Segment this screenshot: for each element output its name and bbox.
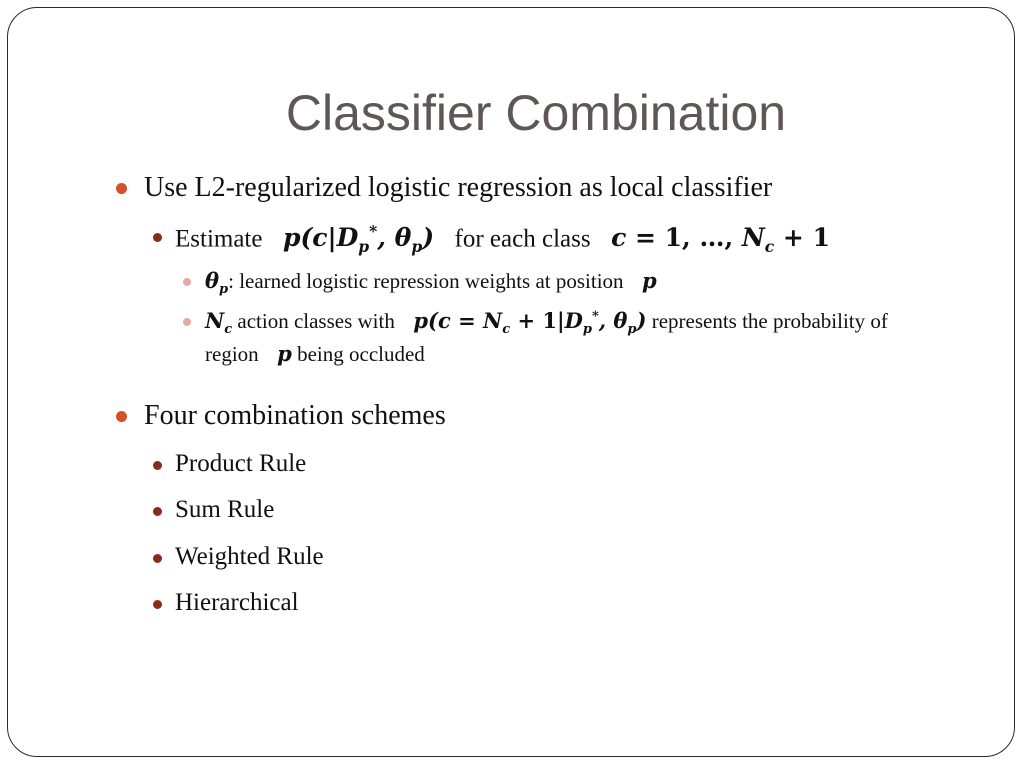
bullet-text: for each class (454, 225, 591, 253)
bullet-nc-definition-continued (205, 341, 425, 367)
math-symbol-p: p (642, 268, 657, 293)
bullet-text: represents the probability of (651, 309, 888, 333)
math-formula-p-c-given-d: $p(c|D_p^*$, $\theta_p$) (282, 222, 435, 257)
bullet-dot (116, 411, 127, 422)
bullet-text: Product Rule (175, 450, 307, 477)
bullet-dot (153, 600, 162, 609)
bullet-dot (153, 554, 162, 563)
slide-title: Classifier Combination (285, 85, 787, 141)
bullet-local-classifier (144, 172, 772, 204)
bullet-dot (116, 183, 127, 194)
list-item-sum-rule (175, 496, 274, 524)
bullet-text: Weighted Rule (175, 543, 324, 570)
list-item-weighted-rule (175, 543, 324, 571)
list-item-product-rule (175, 450, 306, 478)
bullet-text: Sum Rule (175, 496, 275, 523)
bullet-dot (183, 278, 191, 286)
list-item-hierarchical (175, 589, 299, 617)
math-formula-occlusion-prob: $p(c = N_c + 1|D_p^*$, $\theta_p$) (413, 308, 647, 338)
bullet-nc-definition (205, 308, 888, 337)
bullet-text: Estimate (175, 225, 263, 253)
bullet-text: Use L2-regularized logistic regression as local classifier (144, 172, 773, 203)
math-symbol-p: p (277, 341, 292, 366)
math-formula-class-range: c = 1, …, $N_c + 1$ (611, 223, 830, 257)
bullet-combination-schemes (144, 400, 446, 432)
math-symbol-theta-p: $\theta_p$ (205, 268, 229, 298)
bullet-text: action classes with (237, 309, 395, 333)
bullet-text: region (205, 342, 259, 366)
bullet-dot (153, 507, 162, 516)
math-symbol-nc: $N_c$ (205, 308, 233, 338)
bullet-text: : learned logistic repression weights at position (228, 269, 624, 293)
bullet-dot (183, 318, 191, 326)
bullet-text: being occluded (297, 342, 425, 366)
bullet-theta-definition (205, 268, 657, 297)
bullet-text: Four combination schemes (144, 400, 446, 431)
bullet-dot (153, 461, 162, 470)
bullet-text: Hierarchical (175, 589, 299, 616)
bullet-dot (153, 233, 162, 242)
bullet-estimate (175, 222, 830, 256)
